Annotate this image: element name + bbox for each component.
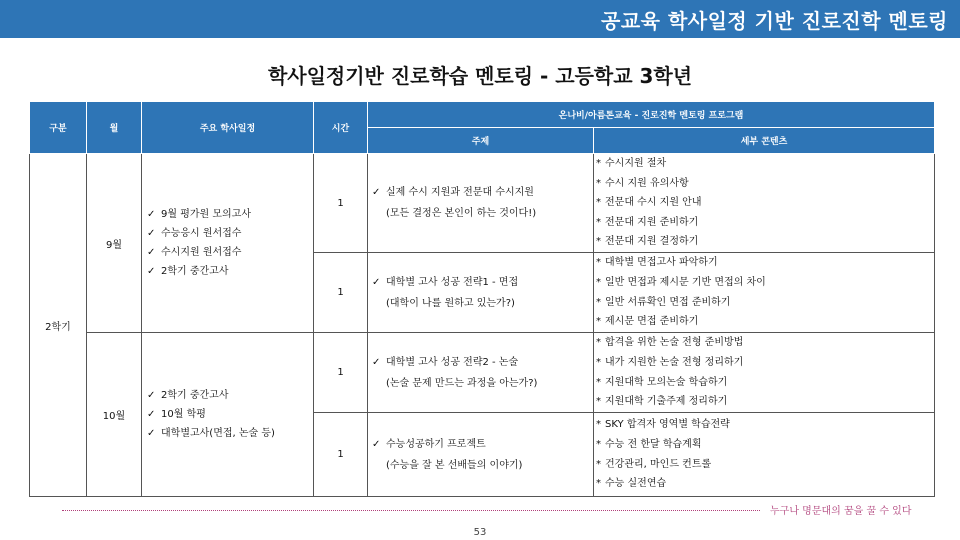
month-cell: 10월 [87, 333, 142, 497]
header-details: 세부 콘텐츠 [594, 128, 935, 154]
header-banner [0, 0, 960, 38]
topic-cell: ✓ 대학별 고사 성공 전략1 - 면접 (대학이 나를 원하고 있는가?) [368, 253, 594, 333]
topic-cell: ✓ 수능성공하기 프로젝트 (수능을 잘 본 선배들의 이야기) [368, 413, 594, 497]
check-icon: ✓ [147, 266, 156, 277]
table-row [30, 333, 935, 413]
header-program: 온나비/아름톤교육 - 진로진학 멘토링 프로그램 [368, 102, 935, 128]
header-time: 시간 [314, 102, 368, 154]
detail-item: * 전문대 수시 지원 안내 [596, 197, 702, 209]
detail-item: * 일반 서류확인 면접 준비하기 [596, 296, 731, 308]
detail-item: * 제시문 면접 준비하기 [596, 316, 699, 328]
detail-item: * 수시지원 절차 [596, 158, 667, 170]
schedule-item: ✓ 10월 학평 [147, 405, 313, 424]
schedule-item: ✓ 대학별고사(면접, 논술 등) [147, 424, 313, 443]
schedule-item: ✓ 수시지원 원서접수 [147, 243, 313, 262]
footer-divider [62, 510, 760, 511]
time-cell: 1 [314, 154, 368, 253]
schedule-item: ✓ 9월 평가원 모의고사 [147, 205, 313, 224]
schedule-cell [142, 333, 314, 497]
header-semester: 구분 [30, 102, 87, 154]
footer-slogan: 누구나 명문대의 꿈을 꿀 수 있다 [770, 506, 912, 517]
banner-title: 공교육 학사일정 기반 진로진학 멘토링 [601, 9, 948, 33]
detail-item: * 전문대 지원 결정하기 [596, 236, 699, 248]
details-cell [594, 413, 935, 497]
schedule-item: ✓ 수능응시 원서접수 [147, 224, 313, 243]
time-cell: 1 [314, 253, 368, 333]
detail-item: * 합격을 위한 논술 전형 준비방법 [596, 337, 744, 349]
page-title: 학사일정기반 진로학습 멘토링 - 고등학교 3학년 [267, 64, 693, 88]
check-icon: ✓ [147, 247, 156, 258]
table-row [30, 154, 935, 253]
detail-item: * 전문대 지원 준비하기 [596, 216, 699, 228]
header-schedule: 주요 학사일정 [142, 102, 314, 154]
detail-item: * 수시 지원 유의사항 [596, 177, 689, 189]
check-icon: ✓ [147, 428, 156, 439]
detail-item: * SKY 합격자 영역별 학습전략 [596, 419, 730, 431]
topic-cell: ✓ 실제 수시 지원과 전문대 수시지원 (모든 결정은 본인이 하는 것이다!) [368, 154, 594, 253]
check-icon: ✓ [372, 356, 381, 368]
detail-item: * 지원대학 기출주제 정리하기 [596, 396, 728, 408]
check-icon: ✓ [372, 276, 381, 288]
detail-item: * 지원대학 모의논술 학습하기 [596, 376, 728, 388]
check-icon: ✓ [372, 438, 381, 450]
details-cell [594, 253, 935, 333]
detail-item: * 수능 실전연습 [596, 478, 667, 490]
schedule-item: ✓ 2학기 중간고사 [147, 262, 313, 281]
check-icon: ✓ [147, 390, 156, 401]
detail-item: * 일반 면접과 제시문 기반 면접의 차이 [596, 276, 766, 288]
page-number: 53 [473, 527, 487, 538]
schedule-cell [142, 154, 314, 333]
detail-item: * 내가 지원한 논술 전형 정리하기 [596, 356, 744, 368]
header-topic: 주제 [368, 128, 594, 154]
details-cell [594, 333, 935, 413]
semester-cell: 2학기 [30, 154, 87, 497]
check-icon: ✓ [147, 209, 156, 220]
details-cell [594, 154, 935, 253]
header-month: 월 [87, 102, 142, 154]
schedule-item: ✓ 2학기 중간고사 [147, 386, 313, 405]
schedule-table [29, 101, 935, 497]
time-cell: 1 [314, 413, 368, 497]
detail-item: * 수능 전 한달 학습계획 [596, 438, 702, 450]
detail-item: * 건강관리, 마인드 컨트롤 [596, 458, 712, 470]
check-icon: ✓ [147, 409, 156, 420]
topic-cell: ✓ 대학별 고사 성공 전략2 - 논술 (논술 문제 만드는 과정을 아는가?) [368, 333, 594, 413]
check-icon: ✓ [372, 187, 381, 198]
month-cell: 9월 [87, 154, 142, 333]
check-icon: ✓ [147, 228, 156, 239]
detail-item: * 대학별 면접고사 파악하기 [596, 257, 718, 269]
time-cell: 1 [314, 333, 368, 413]
